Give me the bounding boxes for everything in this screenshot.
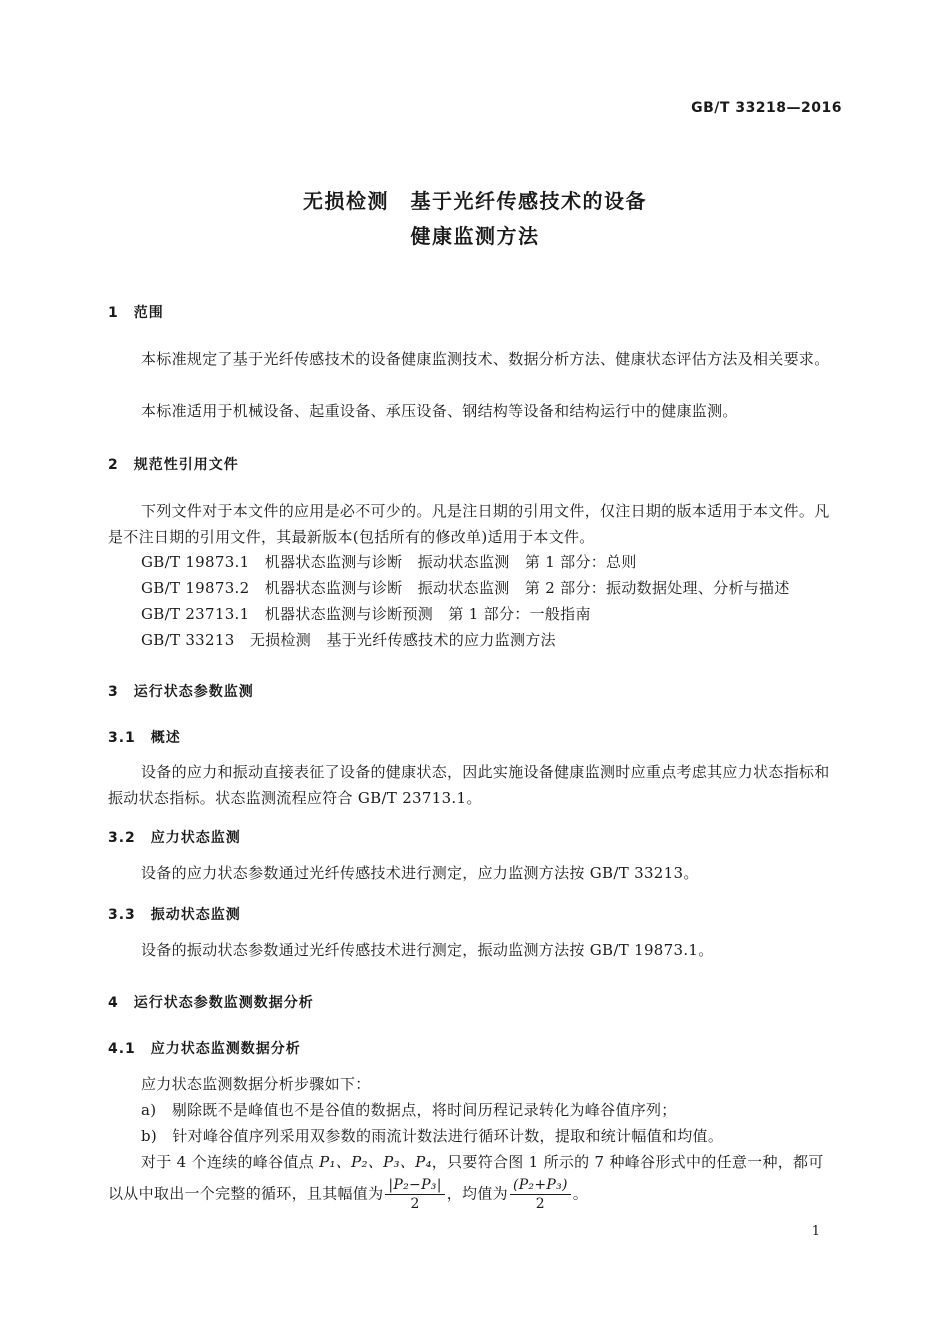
amplitude-denominator: 2 xyxy=(410,1196,420,1212)
reference-item: GB/T 19873.1 机器状态监测与诊断 振动状态监测 第 1 部分：总则 xyxy=(141,553,637,571)
cycle-paragraph-line1 xyxy=(141,1151,824,1172)
section-1-paragraph-2: 本标准适用于机械设备、起重设备、承压设备、钢结构等设备和结构运行中的健康监测。 xyxy=(141,402,738,420)
section-1-paragraph-1: 本标准规定了基于光纤传感技术的设备健康监测技术、数据分析方法、健康状态评估方法及相关要求。 xyxy=(141,350,830,368)
standard-code: GB/T 33218—2016 xyxy=(691,100,842,116)
section-3-heading: 3 运行状态参数监测 xyxy=(108,684,254,700)
reference-item: GB/T 33213 无损检测 基于光纤传感技术的应力监测方法 xyxy=(141,631,556,649)
cycle-text-post: ，只要符合图 1 所示的 7 种峰谷形式中的任意一种，都可 xyxy=(431,1153,824,1171)
peak-valley-points: P₁、P₂、P₃、P₄ xyxy=(319,1153,432,1171)
reference-item: GB/T 19873.2 机器状态监测与诊断 振动状态监测 第 2 部分：振动数据处理、分析与描述 xyxy=(141,579,790,597)
section-3-2-heading: 3.2 应力状态监测 xyxy=(108,830,241,846)
section-3-2-text: 设备的应力状态参数通过光纤传感技术进行测定，应力监测方法按 GB/T 33213。 xyxy=(141,864,699,882)
mean-formula xyxy=(510,1176,571,1213)
document-title-line1: 无损检测 基于光纤传感技术的设备 xyxy=(303,189,647,213)
mean-text: ，均值为 xyxy=(446,1184,508,1203)
section-4-heading: 4 运行状态参数监测数据分析 xyxy=(108,995,314,1011)
section-3-1-text: 设备的应力和振动直接表征了设备的健康状态，因此实施设备健康监测时应重点考虑其应力状态指标和振动状态指标。状态监测流程应符合 GB/T 23713.1。 xyxy=(108,763,830,807)
section-3-3-text: 设备的振动状态参数通过光纤传感技术进行测定，振动监测方法按 GB/T 19873.1。 xyxy=(141,941,714,959)
section-4-1-heading: 4.1 应力状态监测数据分析 xyxy=(108,1041,301,1057)
section-3-3-heading: 3.3 振动状态监测 xyxy=(108,907,241,923)
cycle-text-pre: 对于 4 个连续的峰谷值点 xyxy=(141,1153,320,1171)
section-4-1-intro: 应力状态监测数据分析步骤如下： xyxy=(141,1075,371,1093)
sentence-end: 。 xyxy=(572,1184,589,1203)
section-1-heading: 1 范围 xyxy=(108,305,164,321)
analysis-step-a: a) 剔除既不是峰值也不是谷值的数据点，将时间历程记录转化为峰谷值序列； xyxy=(141,1101,677,1119)
amplitude-formula xyxy=(385,1176,444,1213)
reference-item: GB/T 23713.1 机器状态监测与诊断预测 第 1 部分：一般指南 xyxy=(141,605,591,623)
page-number: 1 xyxy=(811,1224,820,1239)
section-3-1-heading: 3.1 概述 xyxy=(108,730,181,746)
section-2-intro: 下列文件对于本文件的应用是必不可少的。凡是注日期的引用文件，仅注日期的版本适用于本文件。凡是不注日期的引用文件，其最新版本(包括所有的修改单)适用于本文件。 xyxy=(108,502,830,546)
section-2-heading: 2 规范性引用文件 xyxy=(108,457,239,473)
document-title-line2: 健康监测方法 xyxy=(410,224,540,248)
mean-denominator: 2 xyxy=(535,1196,545,1212)
amplitude-text: 以从中取出一个完整的循环，且其幅值为 xyxy=(108,1184,384,1203)
analysis-step-b: b) 针对峰谷值序列采用双参数的雨流计数法进行循环计数，提取和统计幅值和均值。 xyxy=(141,1127,724,1145)
cycle-paragraph-line2 xyxy=(108,1176,588,1213)
mean-numerator: (P₂+P₃) xyxy=(510,1176,571,1195)
amplitude-numerator: |P₂−P₃| xyxy=(385,1176,444,1195)
